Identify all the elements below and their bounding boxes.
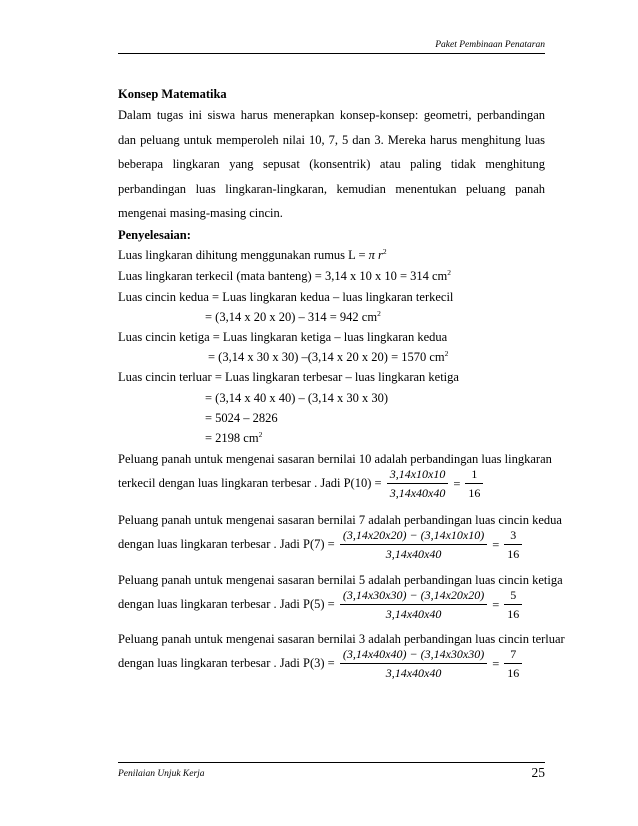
p10-result-denominator: 16 — [468, 486, 481, 500]
third-ring-unit-exp: 2 — [444, 349, 449, 358]
p7-fraction — [340, 528, 487, 562]
page-number: 25 — [531, 765, 545, 780]
p3-numerator: (3,14x40x40) − (3,14x30x30) — [340, 647, 487, 664]
p7-result-numerator: 3 — [504, 528, 522, 545]
p5-lead: dengan luas lingkaran terbesar . Jadi P(5) = — [118, 596, 335, 611]
outer-ring-calculation-step1: = (3,14 x 40 x 40) – (3,14 x 30 x 30) — [205, 391, 389, 405]
smallest-circle-area-text: Luas lingkaran terkecil (mata banteng) = 3,14 x 10 x 10 = 314 cm — [118, 269, 448, 283]
p10-denominator: 3,14x40x40 — [389, 486, 446, 500]
outer-ring-result-text: = 2198 cm — [205, 431, 259, 445]
second-ring-calculation — [205, 310, 381, 325]
p7-numerator: (3,14x20x20) − (3,14x10x10) — [340, 528, 487, 545]
p10-fraction — [387, 467, 449, 501]
p3-fraction — [340, 647, 487, 681]
second-ring-unit-exp: 2 — [377, 309, 381, 318]
p7-equation — [118, 528, 524, 562]
p10-numerator: 3,14x10x10 — [387, 467, 449, 484]
p5-equals: = — [492, 597, 500, 612]
outer-ring-calculation-result — [205, 431, 262, 446]
p3-equation — [118, 647, 524, 681]
third-ring-calculation-text: = (3,14 x 30 x 30) –(3,14 x 20 x 20) = 1570 cm — [208, 350, 445, 364]
p5-numerator: (3,14x30x30) − (3,14x20x20) — [340, 588, 487, 605]
outer-ring-unit-exp: 2 — [258, 430, 263, 439]
smallest-circle-area-line — [118, 269, 451, 284]
p7-denominator: 3,14x40x40 — [385, 547, 442, 561]
p5-denominator: 3,14x40x40 — [385, 607, 442, 621]
area-formula-exponent: 2 — [382, 247, 387, 256]
p3-equals: = — [492, 656, 500, 671]
area-formula-line — [118, 248, 387, 263]
p3-result-numerator: 7 — [504, 647, 522, 664]
p10-lead: terkecil dengan luas lingkaran terbesar . Jadi P(10) = — [118, 475, 382, 490]
p10-equation — [118, 467, 485, 501]
p7-result — [504, 528, 522, 562]
p7-lead: dengan luas lingkaran terbesar . Jadi P(7) = — [118, 536, 335, 551]
p5-equation — [118, 588, 524, 622]
p3-result — [504, 647, 522, 681]
smallest-circle-area-unit-exp: 2 — [447, 268, 452, 277]
p3-lead: dengan luas lingkaran terbesar . Jadi P(3) = — [118, 655, 335, 670]
p5-fraction — [340, 588, 487, 622]
p7-result-denominator: 16 — [507, 547, 520, 561]
footer-title: Penilaian Unjuk Kerja — [118, 769, 205, 779]
outer-ring-calculation-step2: = 5024 – 2826 — [205, 411, 278, 425]
second-ring-definition: Luas cincin kedua = Luas lingkaran kedua – luas lingkaran terkecil — [118, 290, 454, 304]
p10-result — [465, 467, 483, 501]
p5-result-numerator: 5 — [504, 588, 522, 605]
running-header — [118, 40, 545, 54]
p5-result-denominator: 16 — [507, 607, 520, 621]
p5-result — [504, 588, 522, 622]
concept-heading: Konsep Matematika — [118, 87, 227, 101]
outer-ring-definition: Luas cincin terluar = Luas lingkaran terbesar – luas lingkaran ketiga — [118, 370, 459, 384]
area-formula-symbol: π r — [368, 248, 383, 262]
third-ring-calculation — [208, 350, 448, 365]
header-title: Paket Pembinaan Penataran — [435, 40, 545, 50]
second-ring-calculation-text: = (3,14 x 20 x 20) – 314 = 942 cm — [205, 310, 378, 324]
third-ring-definition: Luas cincin ketiga = Luas lingkaran ketiga – luas lingkaran kedua — [118, 330, 448, 344]
page-footer — [118, 762, 545, 787]
p3-intro: Peluang panah untuk mengenai sasaran bernilai 3 adalah perbandingan luas cincin terluar — [118, 632, 565, 646]
p10-intro: Peluang panah untuk mengenai sasaran bernilai 10 adalah perbandingan luas lingkaran — [118, 452, 552, 466]
p7-intro: Peluang panah untuk mengenai sasaran bernilai 7 adalah perbandingan luas cincin kedua — [118, 513, 562, 527]
p7-equals: = — [492, 537, 500, 552]
p10-equals: = — [453, 476, 461, 491]
area-formula-text: Luas lingkaran dihitung menggunakan rumus L = — [118, 248, 369, 262]
p3-result-denominator: 16 — [507, 666, 520, 680]
p10-result-numerator: 1 — [465, 467, 483, 484]
solution-heading: Penyelesaian: — [118, 228, 191, 242]
p3-denominator: 3,14x40x40 — [385, 666, 442, 680]
p5-intro: Peluang panah untuk mengenai sasaran bernilai 5 adalah perbandingan luas cincin ketiga — [118, 573, 563, 587]
concept-paragraph: Dalam tugas ini siswa harus menerapkan konsep-konsep: geometri, perbandingan dan peluang untuk memperoleh nilai 10, 7, 5 dan 3. Mereka harus menghitung luas beberapa lingkaran yang sepusat (konsentrik) atau paling tidak menghitung perbandingan luas lingkaran-lingkaran, kemudian menentukan peluang panah mengenai masing-masing cincin. — [118, 108, 545, 220]
